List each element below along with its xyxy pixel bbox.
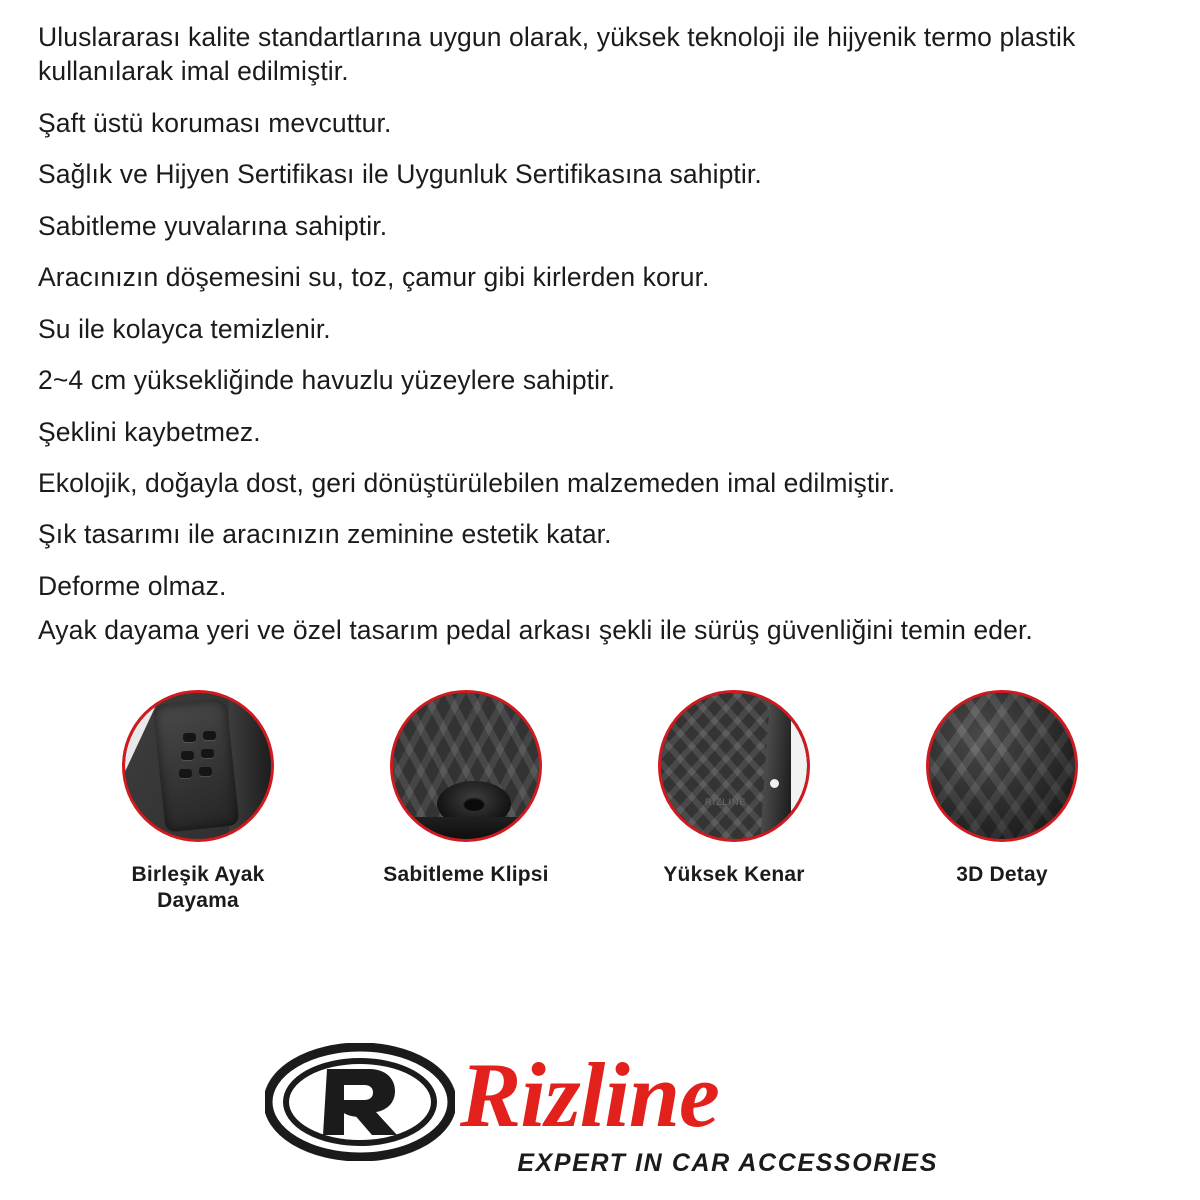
feature-item: Sağlık ve Hijyen Sertifikası ile Uygunluk Sertifikasına sahiptir. — [38, 159, 762, 190]
detail-caption: Birleşik Ayak Dayama — [131, 863, 265, 913]
feature-item: Sabitleme yuvalarına sahiptir. — [38, 210, 388, 241]
feature-item: Su ile kolayca temizlenir. — [38, 313, 331, 344]
detail-item-3d-texture — [897, 690, 1107, 915]
feature-list — [38, 20, 1168, 665]
high-edge-photo: RIZLINE — [661, 693, 807, 839]
logo-tagline: EXPERT IN CAR ACCESSORIES — [517, 1149, 938, 1177]
feature-item: Şaft üstü koruması mevcuttur. — [38, 107, 392, 138]
feature-item: Deforme olmaz. — [38, 570, 227, 601]
detail-highlights — [0, 690, 1200, 915]
fixing-clip-photo — [393, 693, 539, 839]
feature-item: Şeklini kaybetmez. — [38, 416, 261, 447]
detail-item-foot-rest — [93, 690, 303, 915]
fixing-clip-photo-circle — [390, 690, 542, 842]
detail-item-high-edge — [629, 690, 839, 915]
rizline-monogram-icon — [265, 1043, 455, 1161]
foot-rest-photo — [125, 693, 271, 839]
logo-wordmark: Rizline — [460, 1044, 719, 1146]
3d-texture-photo — [929, 693, 1075, 839]
feature-item: 2~4 cm yüksekliğinde havuzlu yüzeylere sahiptir. — [38, 365, 616, 396]
foot-rest-photo-circle — [122, 690, 274, 842]
feature-item: Aracınızın döşemesini su, toz, çamur gibi kirlerden korur. — [38, 262, 710, 293]
feature-item: Şık tasarımı ile aracınızın zeminine estetik katar. — [38, 519, 612, 550]
feature-item: Ayak dayama yeri ve özel tasarım pedal arkası şekli ile sürüş güvenliğini temin eder. — [38, 615, 1033, 646]
feature-item: Uluslararası kalite standartlarına uygun olarak, yüksek teknoloji ile hijyenik termo plastik kullanılarak imal edilmiştir. — [38, 22, 1076, 87]
detail-item-fixing-clip — [361, 690, 571, 915]
high-edge-photo-circle — [658, 690, 810, 842]
detail-caption: 3D Detay — [956, 863, 1048, 886]
3d-texture-photo-circle — [926, 690, 1078, 842]
detail-caption: Sabitleme Klipsi — [383, 863, 549, 886]
feature-item: Ekolojik, doğayla dost, geri dönüştürülebilen malzemeden imal edilmiştir. — [38, 467, 896, 498]
brand-logo — [0, 1020, 1200, 1190]
detail-caption: Yüksek Kenar — [663, 863, 805, 886]
